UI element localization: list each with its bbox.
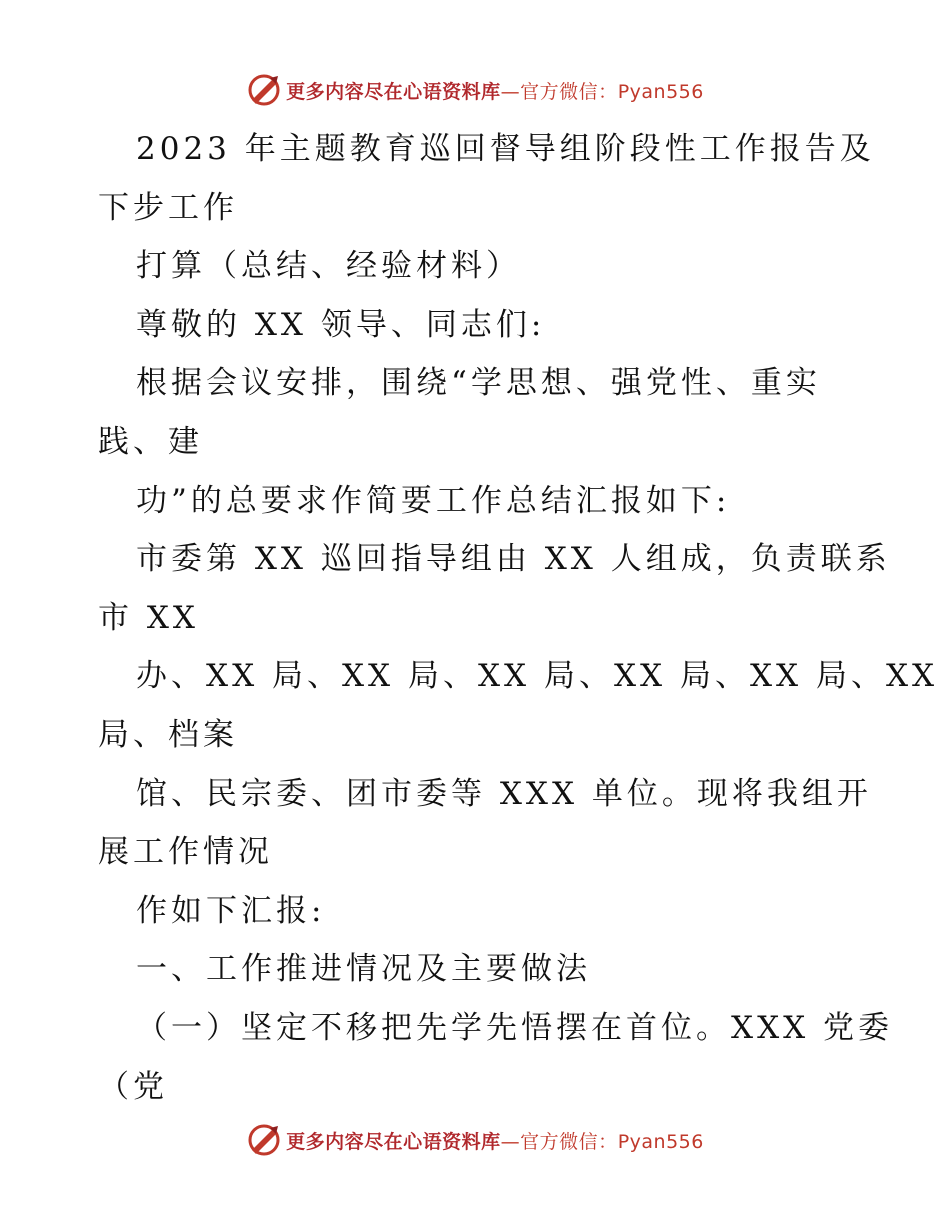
- text-line: 展工作情况: [98, 834, 273, 871]
- text-line: 一、工作推进情况及主要做法: [136, 951, 591, 988]
- text-line: 打算（总结、经验材料）: [136, 248, 521, 285]
- watermark-label: 官方微信：: [520, 1130, 618, 1153]
- text-line: 践、建: [98, 423, 203, 460]
- pen-logo-icon: [246, 1122, 282, 1158]
- watermark-brand: 更多内容尽在心语资料库: [286, 80, 501, 103]
- text-line: 馆、民宗委、团市委等 XXX 单位。现将我组开: [136, 775, 872, 812]
- text-line: 作如下汇报:: [136, 892, 326, 929]
- text-line: 功”的总要求作简要工作总结汇报如下:: [136, 482, 731, 519]
- watermark-wechat-id: Pyan556: [617, 80, 704, 103]
- watermark-brand: 更多内容尽在心语资料库: [286, 1130, 501, 1153]
- text-line: 2023 年主题教育巡回督导组阶段性工作报告及: [136, 131, 875, 167]
- pen-logo-icon: [246, 72, 282, 108]
- watermark-text: [286, 77, 704, 104]
- text-line: （党: [98, 1068, 168, 1105]
- text-line: 尊敬的 XX 领导、同志们:: [136, 306, 546, 343]
- watermark-wechat-id: Pyan556: [617, 1130, 704, 1153]
- text-line: 办、XX 局、XX 局、XX 局、XX 局、XX 局、XX: [136, 658, 939, 695]
- text-line: （一）坚定不移把先学先悟摆在首位。XXX 党委: [136, 1009, 894, 1046]
- text-line: 局、档案: [98, 716, 238, 753]
- document-body: [98, 120, 939, 1116]
- watermark-footer: [0, 1120, 950, 1160]
- text-line: 市委第 XX 巡回指导组由 XX 人组成，负责联系: [136, 541, 891, 578]
- watermark-header: [0, 70, 950, 110]
- text-line: 下步工作: [98, 189, 238, 226]
- text-line: 根据会议安排，围绕“学思想、强党性、重实: [136, 365, 821, 402]
- watermark-separator: —: [500, 80, 521, 103]
- watermark-separator: —: [500, 1130, 521, 1153]
- watermark-label: 官方微信：: [520, 80, 618, 103]
- text-line: 市 XX: [98, 599, 199, 636]
- watermark-text: [286, 1127, 704, 1154]
